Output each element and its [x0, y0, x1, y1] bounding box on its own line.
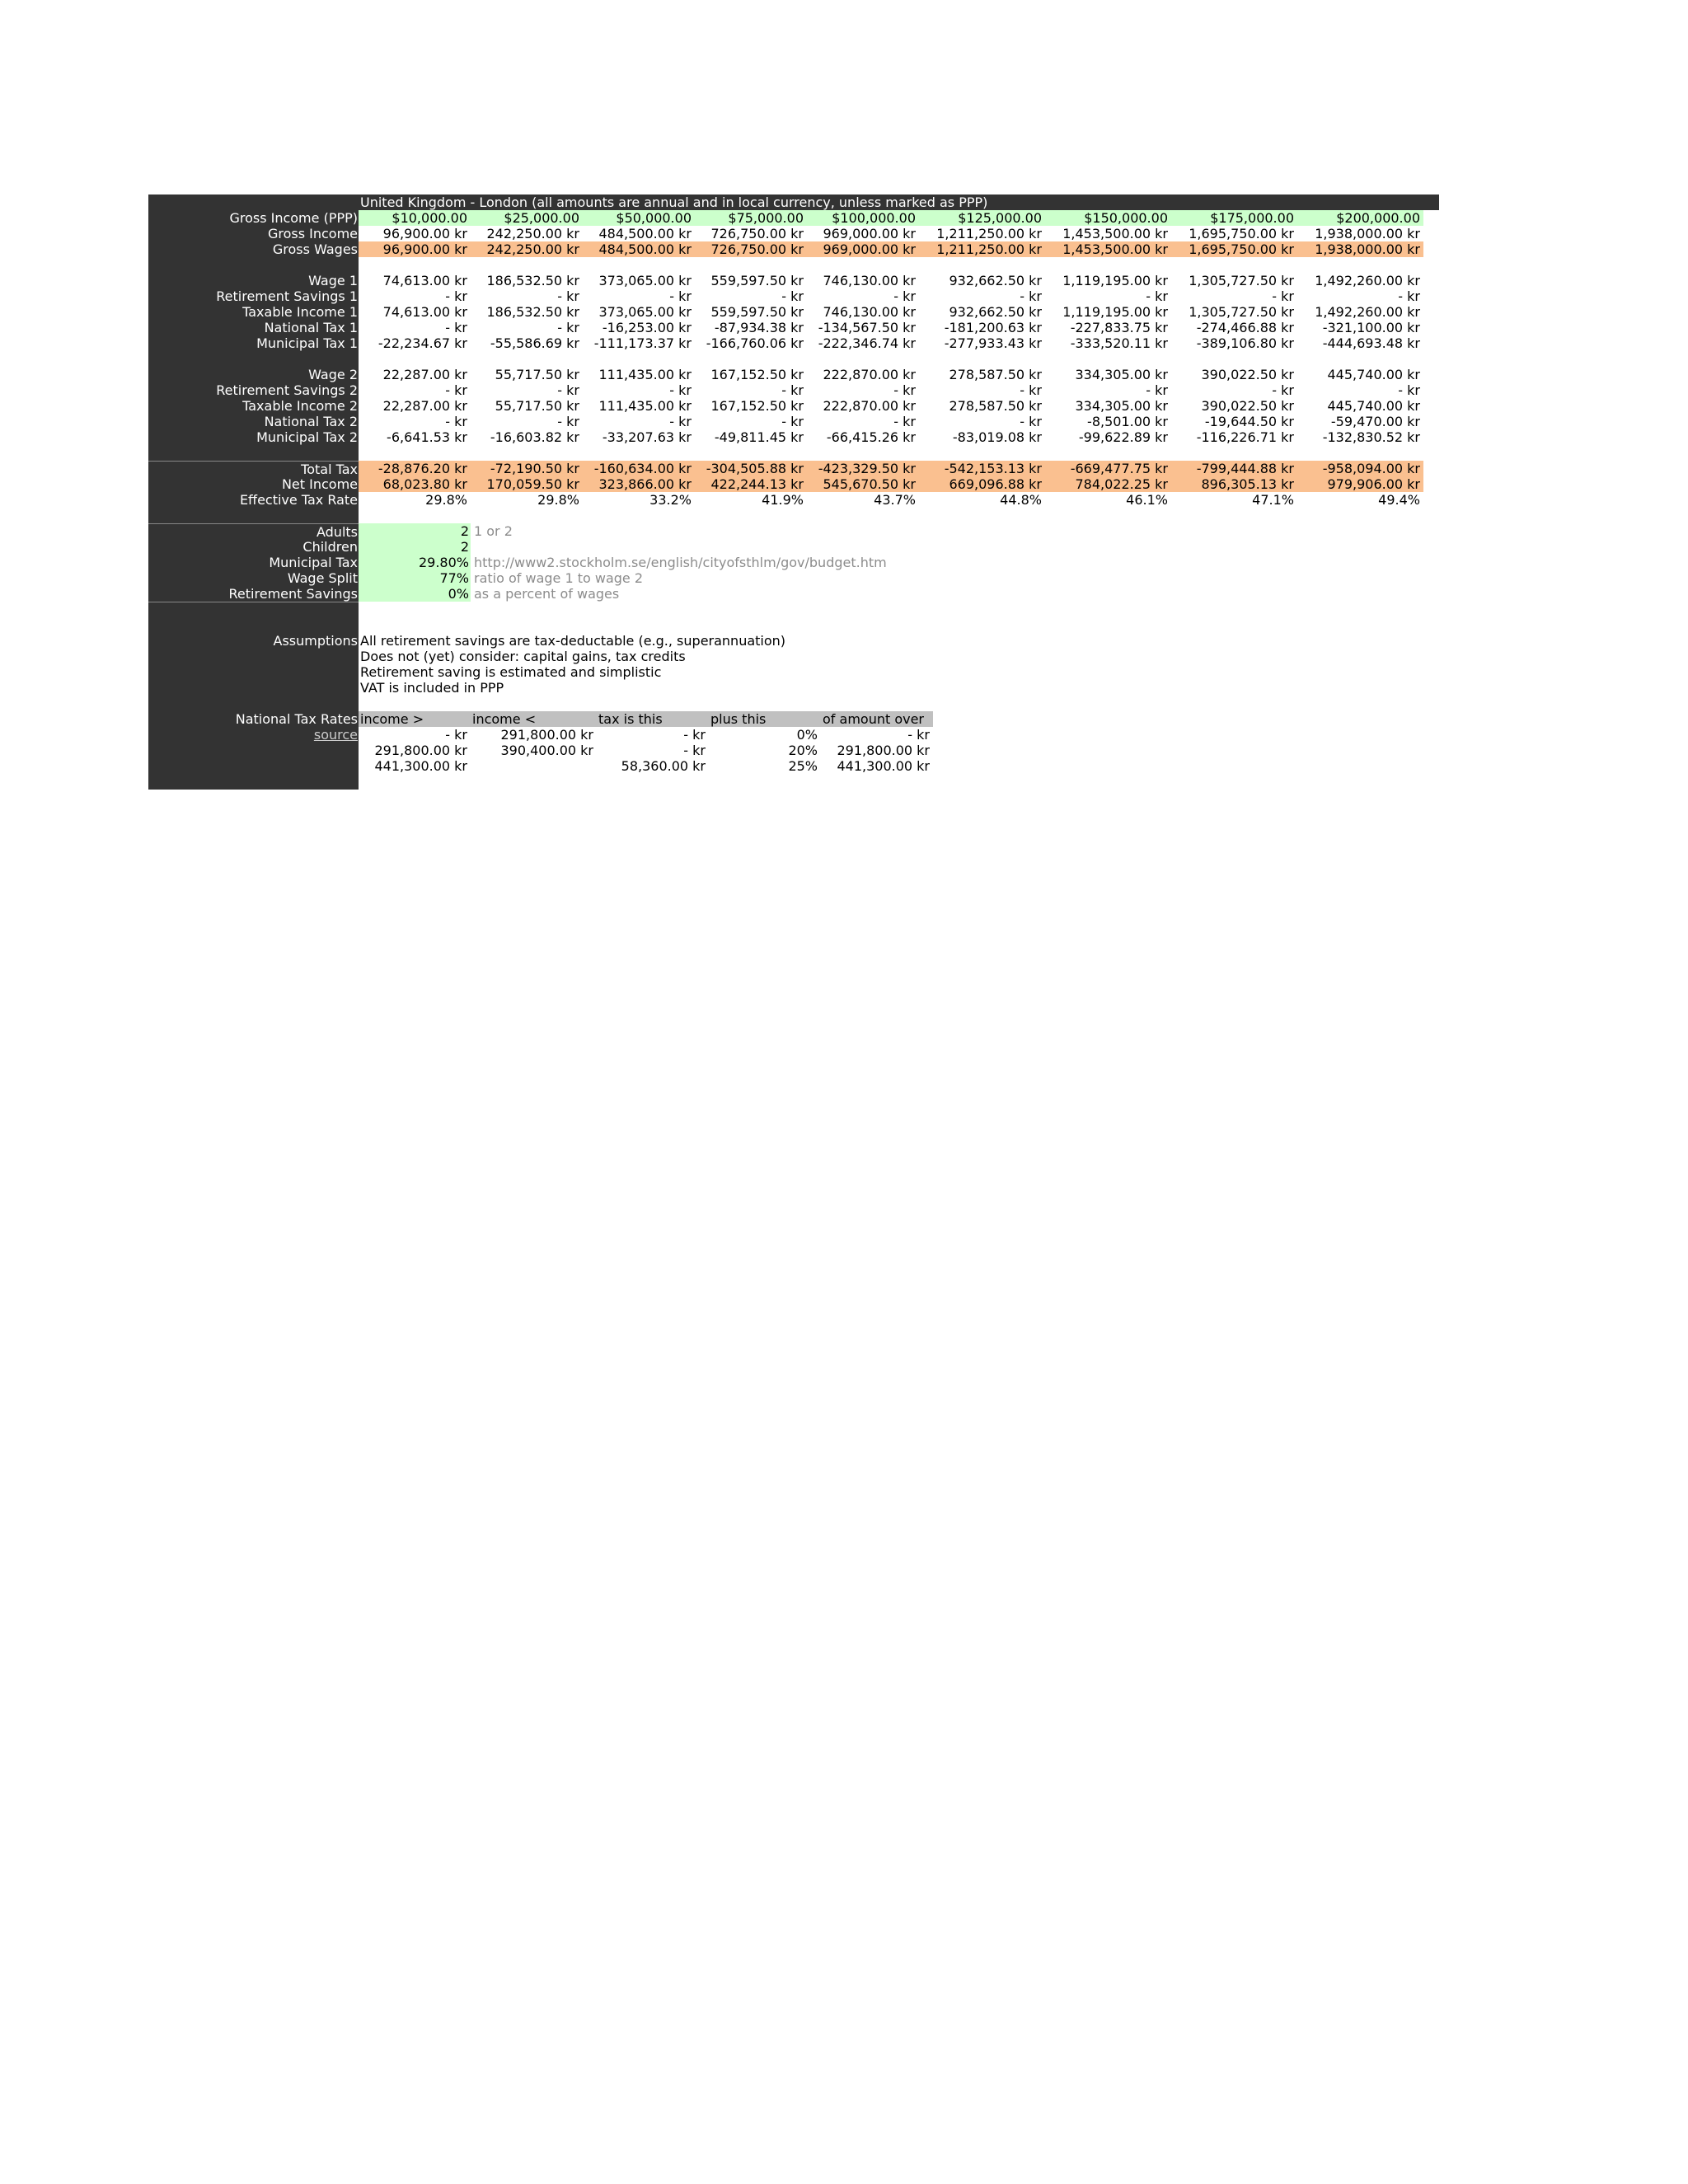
tax-spreadsheet [148, 194, 1439, 790]
cell[interactable]: 969,000.00 kr [823, 226, 916, 241]
cell[interactable]: 746,130.00 kr [823, 273, 916, 288]
row-net-income [148, 476, 1439, 492]
cell[interactable]: 390,022.50 kr [1201, 367, 1294, 382]
cell[interactable]: 1,305,727.50 kr [1189, 304, 1294, 320]
cell[interactable]: 41.9% [762, 492, 804, 508]
cell[interactable]: -6,641.53 kr [387, 429, 467, 445]
cell[interactable]: 1,492,260.00 kr [1315, 273, 1420, 288]
tax-rates-cell[interactable]: 291,800.00 kr [374, 743, 467, 758]
cell[interactable]: $25,000.00 [471, 210, 583, 226]
input-row [148, 586, 1439, 602]
cell[interactable]: $75,000.00 [695, 210, 807, 226]
cell[interactable]: - kr [557, 320, 579, 335]
tax-rates-cell[interactable]: 0% [796, 727, 818, 743]
row-label: Gross Wages [148, 241, 359, 257]
cell[interactable]: 170,059.50 kr [471, 476, 583, 492]
row-total-tax [148, 461, 1439, 476]
tax-rates-header-row [148, 711, 1439, 727]
cell[interactable]: 545,670.50 kr [807, 476, 919, 492]
tax-rates-cell[interactable]: 291,800.00 kr [837, 743, 930, 758]
source-link[interactable]: source [313, 727, 358, 743]
spacer-label [148, 257, 359, 273]
tax-rates-cell[interactable]: 390,400.00 kr [500, 743, 593, 758]
cell[interactable]: 186,532.50 kr [486, 273, 579, 288]
assumption-row [148, 664, 1439, 680]
cell[interactable]: -87,934.38 kr [714, 320, 804, 335]
assumptions-label [148, 680, 359, 696]
tax-rates-header: income > [359, 711, 471, 727]
cell[interactable]: -669,477.75 kr [1045, 461, 1171, 476]
cell[interactable]: 242,250.00 kr [471, 241, 583, 257]
cell[interactable]: -16,253.00 kr [602, 320, 692, 335]
cell[interactable]: - kr [445, 288, 467, 304]
row-effective-tax-rate [148, 492, 1439, 508]
cell[interactable]: -132,830.52 kr [1322, 429, 1420, 445]
tax-rates-cell[interactable]: 20% [788, 743, 818, 758]
cell[interactable]: - kr [1146, 382, 1168, 398]
row-retirement-savings-1 [148, 288, 1439, 304]
row-label: Total Tax [148, 461, 359, 476]
cell[interactable]: 1,938,000.00 kr [1297, 241, 1423, 257]
cell[interactable]: -277,933.43 kr [944, 335, 1042, 351]
title-row-label [148, 194, 359, 210]
cell[interactable]: 47.1% [1252, 492, 1294, 508]
assumption-text: Does not (yet) consider: capital gains, tax credits [360, 649, 686, 664]
spacer-label [148, 445, 359, 461]
input-value[interactable]: 29.80% [359, 555, 471, 570]
cell[interactable]: 1,695,750.00 kr [1171, 241, 1297, 257]
spacer-label [148, 617, 359, 633]
cell[interactable]: 186,532.50 kr [486, 304, 579, 320]
sheet-title: United Kingdom - London (all amounts are annual and in local currency, unless marked as PPP) [359, 194, 1439, 210]
row-municipal-tax-1 [148, 335, 1439, 351]
cell[interactable]: 932,662.50 kr [949, 304, 1042, 320]
cell[interactable]: 1,453,500.00 kr [1045, 241, 1171, 257]
tax-rates-row [148, 758, 1439, 774]
cell[interactable]: 167,152.50 kr [710, 367, 804, 382]
spacer-row [148, 257, 1439, 273]
tax-rates-cell[interactable]: - kr [907, 727, 930, 743]
tax-rates-row-label [148, 743, 359, 758]
cell[interactable]: 1,695,750.00 kr [1189, 226, 1294, 241]
row-label: Taxable Income 2 [148, 398, 359, 414]
cell[interactable]: - kr [445, 320, 467, 335]
assumption-text: All retirement savings are tax-deductable (e.g., superannuation) [360, 633, 786, 649]
cell[interactable]: 167,152.50 kr [710, 398, 804, 414]
cell[interactable]: 726,750.00 kr [695, 241, 807, 257]
row-taxable-income-2 [148, 398, 1439, 414]
cell[interactable]: - kr [1020, 288, 1042, 304]
cell[interactable]: 22,287.00 kr [382, 398, 467, 414]
tax-rates-row-label [148, 727, 359, 743]
cell[interactable]: 932,662.50 kr [949, 273, 1042, 288]
row-label: Gross Income (PPP) [148, 210, 359, 226]
cell[interactable]: -166,760.06 kr [706, 335, 804, 351]
cell[interactable]: 49.4% [1378, 492, 1420, 508]
assumptions-label [148, 664, 359, 680]
tax-rates-cell[interactable]: 58,360.00 kr [621, 758, 706, 774]
cell[interactable]: - kr [1398, 288, 1420, 304]
cell[interactable]: 1,492,260.00 kr [1315, 304, 1420, 320]
row-label: Municipal Tax 2 [148, 429, 359, 445]
tax-rates-cell[interactable]: 25% [788, 758, 818, 774]
spacer-row [148, 445, 1439, 461]
cell[interactable]: 1,211,250.00 kr [919, 241, 1045, 257]
row-taxable-income-1 [148, 304, 1439, 320]
cell[interactable]: 896,305.13 kr [1171, 476, 1297, 492]
cell[interactable]: - kr [1146, 288, 1168, 304]
input-row [148, 555, 1439, 570]
tax-rates-cell[interactable]: 291,800.00 kr [500, 727, 593, 743]
spacer-label [148, 602, 359, 617]
cell[interactable]: 1,119,195.00 kr [1062, 273, 1168, 288]
cell[interactable]: - kr [781, 414, 804, 429]
input-row [148, 523, 1439, 539]
spacer-row [148, 696, 1439, 711]
input-label: Municipal Tax [148, 555, 359, 570]
row-label: Wage 1 [148, 273, 359, 288]
input-note: as a percent of wages [474, 586, 620, 602]
row-label: National Tax 2 [148, 414, 359, 429]
cell[interactable]: 1,119,195.00 kr [1062, 304, 1168, 320]
cell[interactable]: 334,305.00 kr [1075, 398, 1168, 414]
cell[interactable]: 445,740.00 kr [1327, 367, 1420, 382]
cell[interactable]: 111,435.00 kr [598, 398, 692, 414]
cell[interactable]: 278,587.50 kr [949, 398, 1042, 414]
tax-rates-header: of amount over [821, 711, 933, 727]
cell[interactable]: 979,906.00 kr [1297, 476, 1423, 492]
cell[interactable]: 559,597.50 kr [710, 273, 804, 288]
cell[interactable]: - kr [1272, 288, 1294, 304]
input-label: Children [148, 539, 359, 555]
cell[interactable]: 68,023.80 kr [359, 476, 471, 492]
assumptions-label: Assumptions [148, 633, 359, 649]
assumption-row [148, 649, 1439, 664]
input-value[interactable]: 77% [359, 570, 471, 586]
cell[interactable]: - kr [557, 382, 579, 398]
cell[interactable]: $50,000.00 [583, 210, 695, 226]
assumption-text: VAT is included in PPP [360, 680, 504, 696]
cell[interactable]: -28,876.20 kr [359, 461, 471, 476]
row-gross-wages [148, 241, 1439, 257]
input-note: http://www2.stockholm.se/english/cityofsthlm/gov/budget.htm [474, 555, 887, 570]
cell[interactable]: 1,453,500.00 kr [1062, 226, 1168, 241]
spacer-row [148, 602, 1439, 617]
tax-rates-cell[interactable] [471, 758, 597, 774]
row-label: Retirement Savings 1 [148, 288, 359, 304]
tax-rates-cell[interactable]: - kr [683, 727, 706, 743]
title-row [148, 194, 1439, 210]
cell[interactable]: -304,505.88 kr [695, 461, 807, 476]
row-wage-1 [148, 273, 1439, 288]
cell[interactable]: - kr [781, 288, 804, 304]
cell[interactable]: - kr [669, 382, 692, 398]
cell[interactable]: 242,250.00 kr [486, 226, 579, 241]
cell[interactable]: 969,000.00 kr [807, 241, 919, 257]
cell[interactable]: 96,900.00 kr [382, 226, 467, 241]
cell[interactable]: 726,750.00 kr [710, 226, 804, 241]
cell[interactable]: 33.2% [649, 492, 692, 508]
row-label: Net Income [148, 476, 359, 492]
tax-rates-row [148, 727, 1439, 743]
cell[interactable]: 445,740.00 kr [1327, 398, 1420, 414]
cell[interactable]: -227,833.75 kr [1070, 320, 1168, 335]
cell[interactable]: 22,287.00 kr [382, 367, 467, 382]
cell[interactable]: - kr [669, 414, 692, 429]
row-label: Retirement Savings 2 [148, 382, 359, 398]
cell[interactable]: - kr [781, 382, 804, 398]
assumption-text: Retirement saving is estimated and simplistic [360, 664, 662, 680]
cell[interactable]: $100,000.00 [807, 210, 919, 226]
cell[interactable]: 746,130.00 kr [823, 304, 916, 320]
input-label: Retirement Savings [148, 586, 359, 602]
cell[interactable]: $150,000.00 [1045, 210, 1171, 226]
tax-rates-cell[interactable]: 441,300.00 kr [837, 758, 930, 774]
spacer-label [148, 696, 359, 711]
cell[interactable]: - kr [1398, 382, 1420, 398]
assumption-row [148, 633, 1439, 649]
cell[interactable]: -958,094.00 kr [1297, 461, 1423, 476]
row-wage-2 [148, 367, 1439, 382]
tax-rates-cell[interactable]: 441,300.00 kr [374, 758, 467, 774]
cell[interactable]: -99,622.89 kr [1078, 429, 1168, 445]
cell[interactable]: 222,870.00 kr [823, 398, 916, 414]
cell[interactable]: 1,938,000.00 kr [1315, 226, 1420, 241]
row-label: Effective Tax Rate [148, 492, 359, 508]
cell[interactable]: -321,100.00 kr [1322, 320, 1420, 335]
cell[interactable]: 559,597.50 kr [710, 304, 804, 320]
cell[interactable]: 373,065.00 kr [598, 304, 692, 320]
cell[interactable]: -444,693.48 kr [1322, 335, 1420, 351]
spacer-row [148, 508, 1439, 523]
cell[interactable]: -274,466.88 kr [1196, 320, 1294, 335]
cell[interactable]: 334,305.00 kr [1075, 367, 1168, 382]
tax-rates-header: plus this [709, 711, 821, 727]
cell[interactable]: - kr [557, 414, 579, 429]
cell[interactable]: 55,717.50 kr [495, 398, 579, 414]
cell[interactable]: -59,470.00 kr [1330, 414, 1420, 429]
cell[interactable]: -8,501.00 kr [1087, 414, 1168, 429]
cell[interactable]: - kr [1020, 414, 1042, 429]
cell[interactable]: 484,500.00 kr [583, 241, 695, 257]
cell[interactable]: -19,644.50 kr [1204, 414, 1294, 429]
cell[interactable]: - kr [1272, 382, 1294, 398]
input-label: Wage Split [148, 570, 359, 586]
cell[interactable]: -423,329.50 kr [807, 461, 919, 476]
cell[interactable]: -111,173.37 kr [593, 335, 692, 351]
cell[interactable]: 373,065.00 kr [598, 273, 692, 288]
cell[interactable]: - kr [669, 288, 692, 304]
cell[interactable]: - kr [445, 382, 467, 398]
cell[interactable]: -160,634.00 kr [583, 461, 695, 476]
input-note: 1 or 2 [474, 523, 513, 539]
cell[interactable]: -83,019.08 kr [952, 429, 1042, 445]
cell[interactable]: -134,567.50 kr [818, 320, 916, 335]
cell[interactable]: 278,587.50 kr [949, 367, 1042, 382]
cell[interactable]: 1,211,250.00 kr [936, 226, 1042, 241]
input-value[interactable]: 2 [359, 523, 471, 539]
cell[interactable]: - kr [893, 288, 916, 304]
cell[interactable]: -389,106.80 kr [1196, 335, 1294, 351]
cell[interactable]: -542,153.13 kr [919, 461, 1045, 476]
cell[interactable]: $125,000.00 [919, 210, 1045, 226]
input-label: Adults [148, 523, 359, 539]
cell[interactable]: 784,022.25 kr [1045, 476, 1171, 492]
input-row [148, 539, 1439, 555]
cell[interactable]: - kr [557, 288, 579, 304]
row-label: Municipal Tax 1 [148, 335, 359, 351]
row-gross-income [148, 226, 1439, 241]
tax-rates-row [148, 743, 1439, 758]
assumptions-label [148, 649, 359, 664]
cell[interactable]: -55,586.69 kr [490, 335, 579, 351]
row-municipal-tax-2 [148, 429, 1439, 445]
cell[interactable]: -333,520.11 kr [1070, 335, 1168, 351]
cell[interactable]: 55,717.50 kr [495, 367, 579, 382]
input-value[interactable]: 2 [359, 539, 471, 555]
row-label: Gross Income [148, 226, 359, 241]
cell[interactable]: 484,500.00 kr [598, 226, 692, 241]
cell[interactable]: - kr [893, 414, 916, 429]
cell[interactable]: $175,000.00 [1171, 210, 1297, 226]
input-note: ratio of wage 1 to wage 2 [474, 570, 644, 586]
spacer-label [148, 508, 359, 523]
tax-rates-row-label [148, 758, 359, 774]
cell[interactable]: 669,096.88 kr [919, 476, 1045, 492]
row-label: Wage 2 [148, 367, 359, 382]
row-label: Taxable Income 1 [148, 304, 359, 320]
cell[interactable]: - kr [1020, 382, 1042, 398]
cell[interactable]: 43.7% [874, 492, 916, 508]
cell[interactable]: -22,234.67 kr [377, 335, 467, 351]
cell[interactable]: $10,000.00 [359, 210, 471, 226]
spacer-row [148, 351, 1439, 367]
cell[interactable]: -49,811.45 kr [714, 429, 804, 445]
cell[interactable]: 46.1% [1126, 492, 1168, 508]
cell[interactable]: 390,022.50 kr [1201, 398, 1294, 414]
cell[interactable]: 29.8% [537, 492, 579, 508]
tax-rates-cell[interactable]: - kr [445, 727, 467, 743]
cell[interactable]: 74,613.00 kr [382, 273, 467, 288]
row-national-tax-1 [148, 320, 1439, 335]
cell[interactable]: -72,190.50 kr [471, 461, 583, 476]
tax-rates-cell[interactable]: - kr [683, 743, 706, 758]
tax-rates-header: tax is this [597, 711, 709, 727]
spacer-label [148, 774, 359, 790]
cell[interactable]: 1,305,727.50 kr [1189, 273, 1294, 288]
cell[interactable]: 323,866.00 kr [583, 476, 695, 492]
cell[interactable]: 74,613.00 kr [382, 304, 467, 320]
tax-rates-header: income < [471, 711, 597, 727]
spacer-row [148, 774, 1439, 790]
cell[interactable]: -799,444.88 kr [1171, 461, 1297, 476]
cell[interactable]: -222,346.74 kr [818, 335, 916, 351]
cell[interactable]: 222,870.00 kr [823, 367, 916, 382]
row-retirement-savings-2 [148, 382, 1439, 398]
cell[interactable]: -66,415.26 kr [826, 429, 916, 445]
cell[interactable]: -116,226.71 kr [1196, 429, 1294, 445]
cell[interactable]: $200,000.00 [1297, 210, 1423, 226]
assumption-row [148, 680, 1439, 696]
tax-rates-label: National Tax Rates [148, 711, 359, 727]
spacer-label [148, 351, 359, 367]
cell[interactable]: -16,603.82 kr [490, 429, 579, 445]
cell[interactable]: -181,200.63 kr [944, 320, 1042, 335]
input-row [148, 570, 1439, 586]
cell[interactable]: -33,207.63 kr [602, 429, 692, 445]
row-label: National Tax 1 [148, 320, 359, 335]
cell[interactable]: - kr [445, 414, 467, 429]
cell[interactable]: - kr [893, 382, 916, 398]
cell[interactable]: 44.8% [1000, 492, 1042, 508]
cell[interactable]: 96,900.00 kr [359, 241, 471, 257]
row-national-tax-2 [148, 414, 1439, 429]
input-value[interactable]: 0% [359, 586, 471, 602]
cell[interactable]: 422,244.13 kr [695, 476, 807, 492]
spacer-row [148, 617, 1439, 633]
cell[interactable]: 29.8% [425, 492, 467, 508]
row-gross-income-ppp [148, 210, 1439, 226]
cell[interactable]: 111,435.00 kr [598, 367, 692, 382]
